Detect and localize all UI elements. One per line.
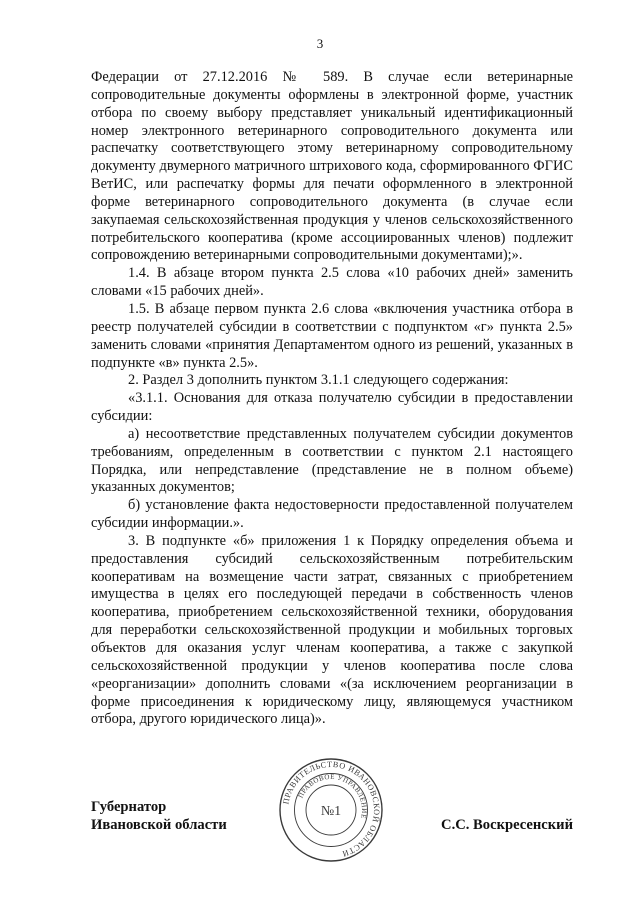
svg-text:ПРАВИТЕЛЬСТВО ИВАНОВСКОЙ ОБЛАС: ПРАВИТЕЛЬСТВО ИВАНОВСКОЙ ОБЛАСТИ	[281, 759, 382, 859]
signer-name: С.С. Воскресенский	[441, 817, 573, 833]
signer-title-line-1: Губернатор	[91, 799, 167, 815]
official-seal-icon	[278, 757, 384, 863]
svg-text:ПРАВОВОЕ УПРАВЛЕНИЕ: ПРАВОВОЕ УПРАВЛЕНИЕ	[296, 772, 369, 820]
document-body	[91, 69, 573, 729]
paragraph-item-b: б) установление факта недостоверности предоставленной получателем субсидии информации.».	[91, 497, 573, 532]
page-number: 3	[316, 36, 324, 51]
paragraph-1-4: 1.4. В абзаце втором пункта 2.5 слова «10 рабочих дней» заменить словами «15 рабочих дней».	[91, 265, 573, 300]
signer-title-line-2: Ивановской области	[91, 817, 227, 833]
paragraph-item-a: а) несоответствие представленных получателем субсидии документов требованиям, определенным в соответствии с пунктом 2.1 настоящего Порядка, или непредставление (представление не в полном объеме) указанных документов;	[91, 425, 573, 496]
paragraph-continuation: Федерации от 27.12.2016 № 589. В случае если ветеринарные сопроводительные документы оформлены в электронной форме, участник отбора по своему выбору представляет уникальный идентификационный номер электронного ветеринарного сопроводительного документа или распечатку соответствующего этому ветеринарному сопроводительному документу двумерного матричного штрихового кода, сформированного ФГИС ВетИС, или распечатку формы для печати оформленного в электронной форме ветеринарного сопроводительного документа (в случае если закупаемая сельскохозяйственная продукция у членов сельскохозяйственного потребительского кооператива (кроме ассоциированных членов) подлежит сопровождению ветеринарными сопроводительными документами);».	[91, 69, 573, 264]
signer-title	[91, 798, 227, 834]
paragraph-3-1-1: «3.1.1. Основания для отказа получателю субсидии в предоставлении субсидии:	[91, 390, 573, 425]
paragraph-2: 2. Раздел 3 дополнить пунктом 3.1.1 следующего содержания:	[128, 372, 509, 389]
paragraph-3: 3. В подпункте «б» приложения 1 к Порядку определения объема и предоставления субсидий сельскохозяйственным потребительским кооперативам на возмещение части затрат, связанных с приобретением имущества в целях его последующей передачи в собственность членов кооператива, приобретением сельскохозяйственной техники, оборудования для переработки сельскохозяйственной продукции и мобильных торговых объектов для оказания услуг членам кооператива, а также с закупкой сельскохозяйственной продукции у членов кооператива после слова «реорганизации» дополнить словами «(за исключением реорганизации в форме присоединения к юридическому лицу, являющемуся участником отбора, другого юридического лица)».	[91, 532, 573, 728]
svg-text:№1: №1	[320, 804, 342, 819]
paragraph-1-5: 1.5. В абзаце первом пункта 2.6 слова «включения участника отбора в реестр получателей субсидии в соответствии с подпунктом «г» пункта 2.5» заменить словами «принятия Департаментом одного из решений, указанных в подпункте «в» пункта 2.5».	[91, 300, 573, 371]
